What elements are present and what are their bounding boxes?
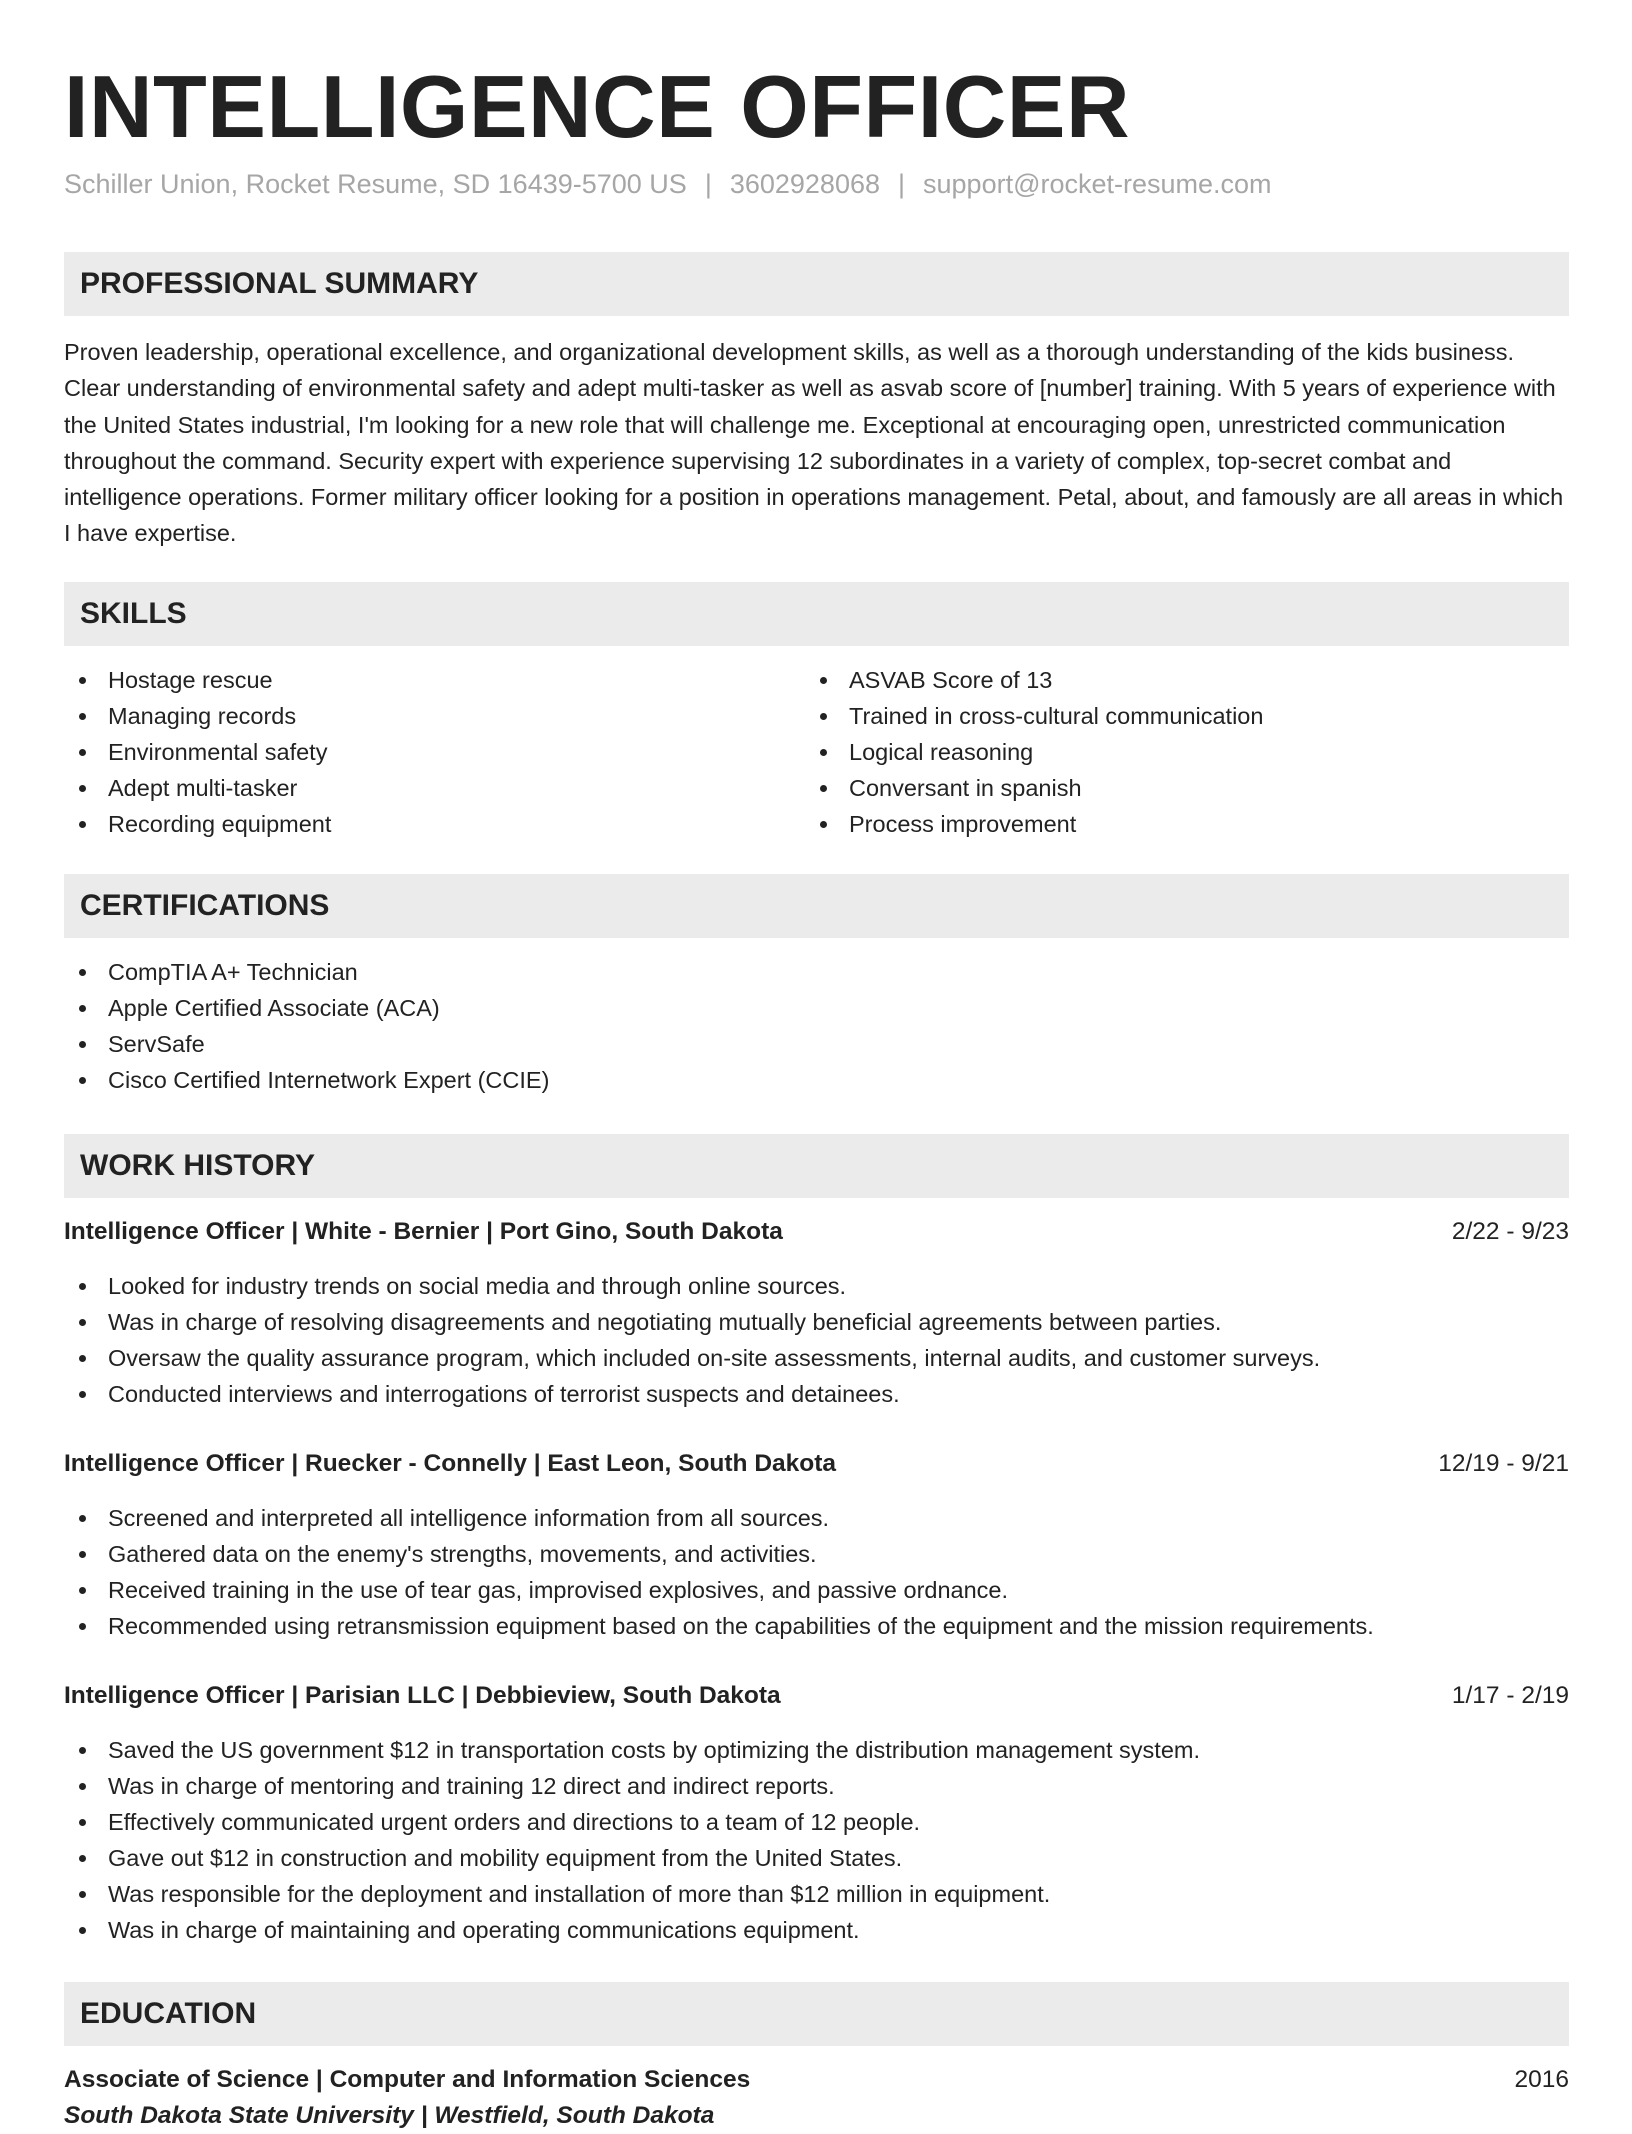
section-heading-education: EDUCATION: [64, 1982, 1569, 2046]
contact-phone[interactable]: 3602928068: [729, 169, 880, 199]
resume-title: INTELLIGENCE OFFICER: [64, 57, 1130, 156]
skills-list-left: [64, 662, 804, 842]
list-item: Process improvement: [805, 806, 1565, 842]
list-item: Logical reasoning: [805, 734, 1565, 770]
list-item: CompTIA A+ Technician: [64, 954, 1564, 990]
job-bullets: [64, 1500, 1564, 1644]
job-dates: 2/22 - 9/23: [1451, 1218, 1569, 1245]
list-item: Conversant in spanish: [805, 770, 1565, 806]
list-item: Oversaw the quality assurance program, which included on-site assessments, internal audits, and customer surveys.: [64, 1340, 1564, 1376]
certifications-list: [64, 954, 1564, 1098]
section-heading-summary: PROFESSIONAL SUMMARY: [64, 252, 1569, 316]
list-item: Was in charge of mentoring and training 12 direct and indirect reports.: [64, 1768, 1564, 1804]
list-item: Conducted interviews and interrogations of terrorist suspects and detainees.: [64, 1376, 1564, 1412]
list-item: Environmental safety: [64, 734, 804, 770]
job-title: Intelligence Officer | White - Bernier | Port Gino, South Dakota: [64, 1218, 783, 1245]
section-heading-skills: SKILLS: [64, 582, 1569, 646]
list-item: Was in charge of maintaining and operating communications equipment.: [64, 1912, 1564, 1948]
list-item: Managing records: [64, 698, 804, 734]
education-year: 2016: [1514, 2066, 1569, 2093]
section-heading-work-history: WORK HISTORY: [64, 1134, 1569, 1198]
education-school: South Dakota State University | Westfield, South Dakota: [64, 2102, 715, 2129]
job-dates: 1/17 - 2/19: [1451, 1682, 1569, 1709]
list-item: Recording equipment: [64, 806, 804, 842]
job-bullets: [64, 1268, 1564, 1412]
job-dates: 12/19 - 9/21: [1438, 1450, 1569, 1477]
list-item: Adept multi-tasker: [64, 770, 804, 806]
list-item: Received training in the use of tear gas, improvised explosives, and passive ordnance.: [64, 1572, 1564, 1608]
list-item: Apple Certified Associate (ACA): [64, 990, 1564, 1026]
list-item: Trained in cross-cultural communication: [805, 698, 1565, 734]
list-item: Gave out $12 in construction and mobility equipment from the United States.: [64, 1840, 1564, 1876]
list-item: ServSafe: [64, 1026, 1564, 1062]
list-item: Was in charge of resolving disagreements and negotiating mutually beneficial agreements between parties.: [64, 1304, 1564, 1340]
list-item: Recommended using retransmission equipment based on the capabilities of the equipment and the mission requirements.: [64, 1608, 1564, 1644]
list-item: Saved the US government $12 in transportation costs by optimizing the distribution management system.: [64, 1732, 1564, 1768]
summary-text: Proven leadership, operational excellence, and organizational development skills, as well as a thorough understanding of the kids business. Clear understanding of environmental safety and adept multi-tasker as well as asvab score of [number] training. With 5 years of experience with the United States industrial, I'm looking for a new role that will challenge me. Exceptional at encouraging open, unrestricted communication throughout the command. Security expert with experience supervising 12 subordinates in a variety of complex, top-secret combat and intelligence operations. Former military officer looking for a position in operations management. Petal, about, and famously are all areas in which I have expertise.: [64, 339, 1564, 547]
contact-line: [64, 166, 1272, 202]
education-degree: Associate of Science | Computer and Information Sciences: [64, 2066, 751, 2093]
contact-separator: |: [898, 169, 906, 199]
list-item: Gathered data on the enemy's strengths, movements, and activities.: [64, 1536, 1564, 1572]
list-item: Effectively communicated urgent orders and directions to a team of 12 people.: [64, 1804, 1564, 1840]
list-item: Cisco Certified Internetwork Expert (CCIE): [64, 1062, 1564, 1098]
skills-list-right: [805, 662, 1565, 842]
list-item: Hostage rescue: [64, 662, 804, 698]
job-title: Intelligence Officer | Parisian LLC | Debbieview, South Dakota: [64, 1682, 781, 1709]
list-item: Looked for industry trends on social media and through online sources.: [64, 1268, 1564, 1304]
job-bullets: [64, 1732, 1564, 1948]
section-heading-certifications: CERTIFICATIONS: [64, 874, 1569, 938]
list-item: Was responsible for the deployment and installation of more than $12 million in equipment.: [64, 1876, 1564, 1912]
list-item: Screened and interpreted all intelligence information from all sources.: [64, 1500, 1564, 1536]
contact-email[interactable]: support@rocket-resume.com: [923, 169, 1272, 199]
contact-address: Schiller Union, Rocket Resume, SD 16439-5700 US: [64, 169, 687, 199]
list-item: ASVAB Score of 13: [805, 662, 1565, 698]
job-title: Intelligence Officer | Ruecker - Connelly | East Leon, South Dakota: [64, 1450, 837, 1477]
contact-separator: |: [704, 169, 712, 199]
